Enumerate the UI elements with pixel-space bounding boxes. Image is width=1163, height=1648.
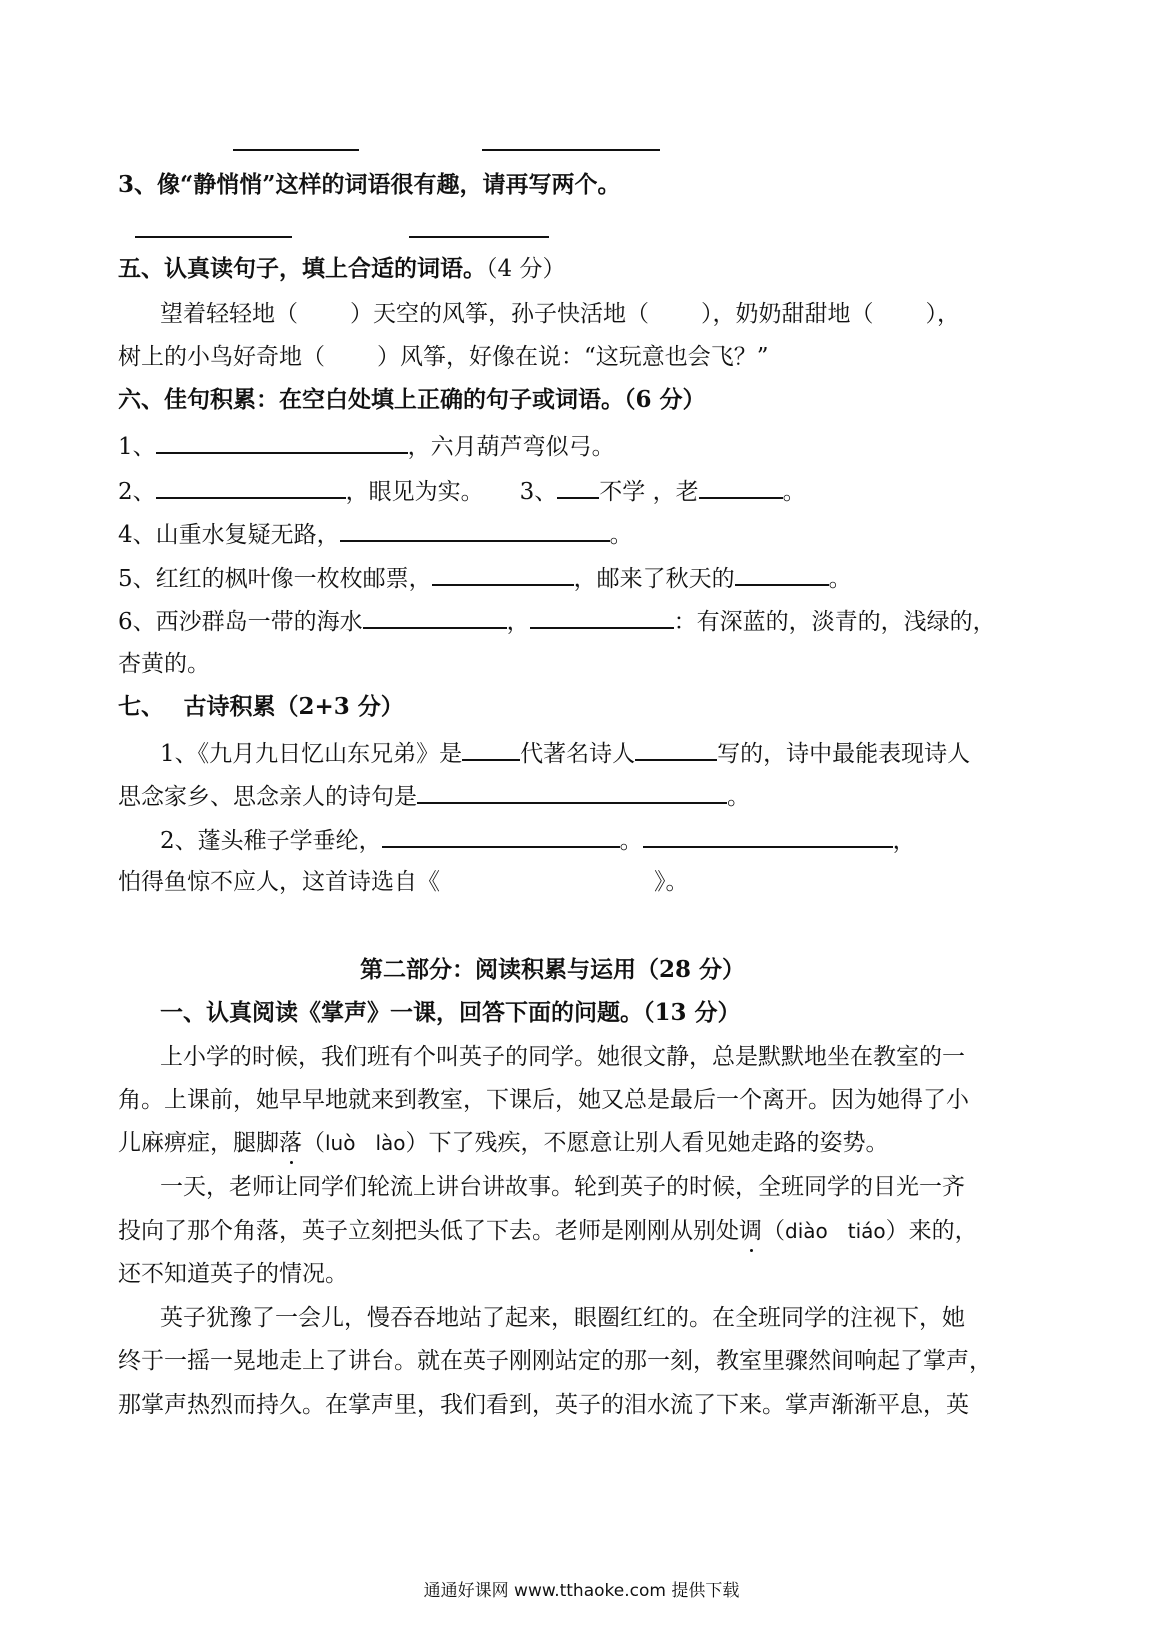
text: 1、《九月九日忆山东兄弟》是 (160, 741, 463, 767)
text: ）风筝，好像在说：“这玩意也会飞？” (377, 344, 769, 370)
pinyin-options: diào tiáo (785, 1219, 886, 1243)
text: 望着轻轻地（ (160, 301, 298, 327)
text: 。 (828, 566, 852, 592)
text: 投向了那个角落，英子立刻把头低了下去。老师是刚刚从别处 (118, 1218, 739, 1244)
answer-blank[interactable] (417, 780, 727, 804)
section-5-title (118, 254, 565, 284)
text: ），奶奶甜甜地（ (701, 301, 874, 327)
section-6-item-6 (118, 605, 996, 637)
reading-paragraph: 上小学的时候，我们班有个叫英子的同学。她很文静，总是默默地坐在教室的一 (160, 1044, 965, 1070)
answer-blank[interactable] (156, 475, 346, 499)
text: ）来的， (885, 1218, 978, 1244)
part-2-title: 第二部分：阅读积累与运用（28 分） (360, 956, 746, 983)
answer-blank[interactable] (409, 236, 549, 238)
section-7-item-1 (160, 737, 970, 769)
answer-blank[interactable] (530, 605, 674, 629)
text: ， (506, 609, 530, 635)
answer-blank[interactable] (462, 737, 520, 761)
section-5-line-2 (118, 342, 769, 372)
text: ）下了残疾，不愿意让别人看见她走路的姿势。 (405, 1130, 889, 1156)
answer-blank[interactable] (557, 475, 599, 499)
text: ，眼见为实。 (345, 479, 484, 505)
section-6-title: 六、佳句积累：在空白处填上正确的句子或词语。（6 分） (118, 386, 706, 413)
answer-blank[interactable] (135, 236, 292, 238)
text: 不学 ，老 (599, 479, 699, 505)
section-title-text: 五、认真读句子，填上合适的词语。 (118, 255, 486, 282)
pinyin-options: luò lào (325, 1131, 406, 1155)
text: 。 (782, 479, 806, 505)
text: 3、 (519, 479, 558, 505)
text: ， (892, 828, 916, 854)
answer-blank[interactable] (643, 824, 893, 848)
question-3: 3、像“静悄悄”这样的词语很有趣，请再写两个。 (118, 171, 621, 198)
text: ）， (925, 301, 960, 327)
answer-blank[interactable] (340, 518, 610, 542)
section-7-item-2-cont (118, 867, 689, 897)
footer-watermark: 通通好课网 www.tthaoke.com 提供下载 (423, 1581, 740, 1601)
text: 树上的小鸟好奇地（ (118, 344, 325, 370)
reading-paragraph: 那掌声热烈而持久。在掌声里，我们看到，英子的泪水流了下来。掌声渐渐平息，英 (118, 1392, 969, 1418)
dotted-character: 调 (739, 1218, 762, 1244)
text: 儿麻痹症，腿脚 (118, 1130, 279, 1156)
section-6-item-4 (118, 518, 633, 550)
reading-paragraph (118, 1216, 978, 1246)
text: 2、 (118, 479, 156, 505)
text: 。 (609, 522, 633, 548)
section-score: （4 分） (486, 256, 566, 282)
dotted-character: 落 (279, 1130, 302, 1156)
answer-blank[interactable] (635, 737, 717, 761)
section-6-item-2-3 (118, 475, 806, 507)
answer-blank[interactable] (363, 605, 507, 629)
text: ：有深蓝的，淡青的，浅绿的， (673, 609, 996, 635)
section-6-item-6-cont: 杏黄的。 (118, 651, 210, 677)
reading-paragraph: 英子犹豫了一会儿，慢吞吞地站了起来，眼圈红红的。在全班同学的注视下，她 (160, 1305, 965, 1331)
reading-question-1: 一、认真阅读《掌声》一课，回答下面的问题。（13 分） (160, 999, 741, 1026)
text: ）天空的风筝，孙子快活地（ (350, 301, 649, 327)
section-5-line-1 (160, 299, 960, 329)
answer-blank[interactable] (432, 562, 574, 586)
text: 5、红红的枫叶像一枚枚邮票， (118, 566, 432, 592)
answer-blank[interactable] (699, 475, 783, 499)
text: 4、山重水复疑无路， (118, 522, 340, 548)
text: 1、 (118, 434, 156, 460)
section-7-title: 七、 古诗积累（2+3 分） (118, 693, 404, 720)
section-7-item-2 (160, 824, 916, 856)
section-6-item-5 (118, 562, 852, 594)
text: 》。 (654, 869, 689, 895)
reading-paragraph: 还不知道英子的情况。 (118, 1261, 348, 1287)
answer-blank[interactable] (482, 149, 660, 151)
answer-blank[interactable] (382, 824, 620, 848)
reading-paragraph: 终于一摇一晃地走上了讲台。就在英子刚刚站定的那一刻，教室里骤然间响起了掌声， (118, 1348, 992, 1374)
answer-blank[interactable] (233, 149, 359, 151)
text: 怕得鱼惊不应人，这首诗选自《 (118, 869, 440, 895)
text: 写的，诗中最能表现诗人 (717, 741, 971, 767)
section-7-item-1-cont (118, 780, 750, 812)
text: ，六月葫芦弯似弓。 (407, 434, 615, 460)
text: 2、蓬头稚子学垂纶， (160, 828, 382, 854)
reading-paragraph: 一天，老师让同学们轮流上讲台讲故事。轮到英子的时候，全班同学的目光一齐 (160, 1174, 965, 1200)
text: 。 (619, 828, 643, 854)
text: 代著名诗人 (520, 741, 636, 767)
reading-paragraph: 角。上课前，她早早地就来到教室，下课后，她又总是最后一个离开。因为她得了小 (118, 1087, 969, 1113)
text: （ (302, 1130, 325, 1156)
text: 6、西沙群岛一带的海水 (118, 609, 363, 635)
text: 思念家乡、思念亲人的诗句是 (118, 784, 417, 810)
section-6-item-1 (118, 430, 615, 462)
reading-paragraph (118, 1128, 889, 1158)
answer-blank[interactable] (156, 430, 408, 454)
answer-blank[interactable] (735, 562, 829, 586)
text: ，邮来了秋天的 (573, 566, 735, 592)
text: 。 (727, 784, 750, 810)
text: （ (762, 1218, 785, 1244)
